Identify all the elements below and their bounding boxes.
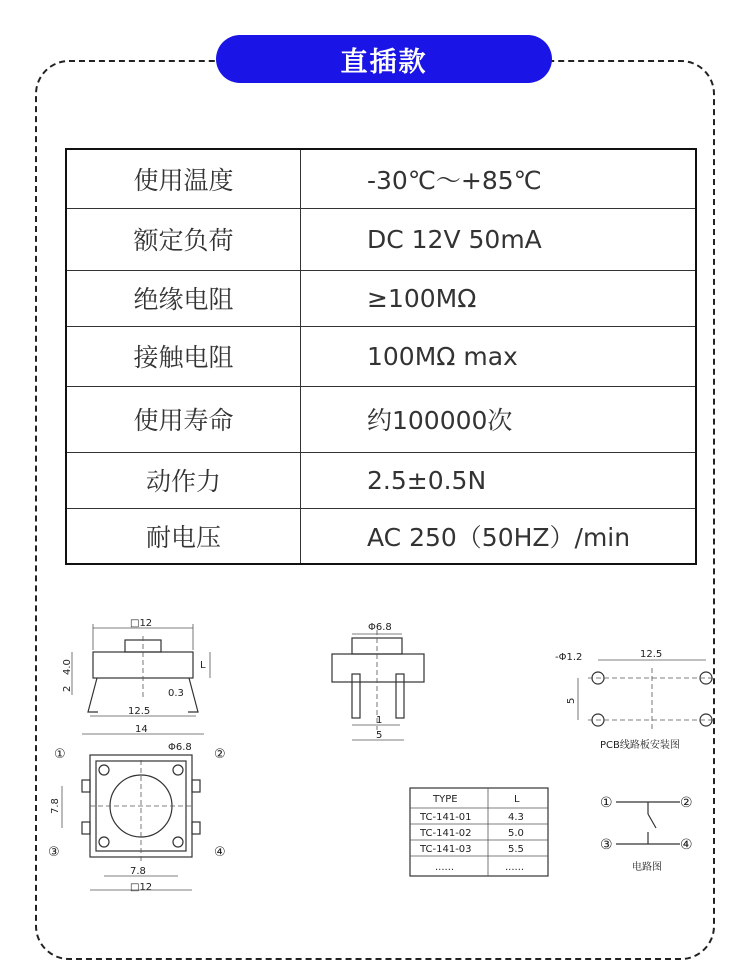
table-row xyxy=(66,326,696,386)
spec-label: 动作力 xyxy=(66,452,301,508)
spec-value: 100MΩ max xyxy=(301,326,697,386)
top-view-drawing xyxy=(48,742,226,893)
technical-drawings xyxy=(0,600,750,930)
spec-label: 绝缘电阻 xyxy=(66,270,301,326)
spec-label: 接触电阻 xyxy=(66,326,301,386)
spec-value: 2.5±0.5N xyxy=(301,452,697,508)
type-cell: TC-141-02 xyxy=(420,828,472,839)
table-row xyxy=(66,386,696,452)
dim-text: 12.5 xyxy=(128,706,151,717)
pcb-layout-drawing xyxy=(555,649,716,751)
dim-text: 1 xyxy=(376,715,383,726)
dim-text: □12 xyxy=(130,882,153,893)
spec-value: DC 12V 50mA xyxy=(301,208,697,270)
spec-label: 耐电压 xyxy=(66,508,301,564)
dim-text: 2 xyxy=(62,685,73,692)
dim-text: 7.8 xyxy=(50,798,61,814)
type-table xyxy=(410,788,548,876)
table-row xyxy=(66,149,696,208)
dim-text: □12 xyxy=(130,618,153,629)
type-cell: 5.0 xyxy=(508,828,524,839)
table-row xyxy=(66,208,696,270)
spec-value: AC 250（50HZ）/min xyxy=(301,508,697,564)
drawing-svg xyxy=(0,600,750,930)
pin-label: ② xyxy=(214,747,226,762)
pin-label: ① xyxy=(600,795,613,811)
type-cell: TC-141-01 xyxy=(420,812,472,823)
circuit-drawing xyxy=(600,795,693,873)
dim-text: 5 xyxy=(566,697,577,704)
type-cell: 5.5 xyxy=(508,844,524,855)
dim-text: 5 xyxy=(376,730,383,741)
dim-text: 0.3 xyxy=(168,688,184,699)
pin-label: ② xyxy=(680,795,693,811)
type-cell: TC-141-03 xyxy=(420,844,472,855)
pin-label: ④ xyxy=(680,837,693,853)
type-header: TYPE xyxy=(433,794,458,805)
dim-text: Φ6.8 xyxy=(368,622,392,633)
table-row xyxy=(66,508,696,564)
table-row xyxy=(66,452,696,508)
circuit-caption: 电路图 xyxy=(632,862,662,873)
spec-value: 约100000次 xyxy=(301,386,697,452)
spec-label: 使用寿命 xyxy=(66,386,301,452)
type-cell: ...... xyxy=(505,862,525,873)
type-cell: 4.3 xyxy=(508,812,524,823)
dim-text: -Φ1.2 xyxy=(555,652,583,663)
pin-label: ④ xyxy=(214,845,226,860)
dim-text: 4.0 xyxy=(62,659,73,675)
spec-table xyxy=(65,148,697,565)
spec-label: 额定负荷 xyxy=(66,208,301,270)
pcb-caption: PCB线路板安装图 xyxy=(600,740,680,751)
side-view-drawing xyxy=(62,618,210,735)
dim-text: 12.5 xyxy=(640,649,663,660)
spec-label: 使用温度 xyxy=(66,149,301,208)
spec-value: ≥100MΩ xyxy=(301,270,697,326)
pin-label: ① xyxy=(54,747,66,762)
front-view-drawing xyxy=(332,622,424,741)
dim-text: L xyxy=(200,660,206,671)
table-row xyxy=(66,270,696,326)
dim-text: Φ6.8 xyxy=(168,742,192,753)
section-title: 直插款 xyxy=(216,35,552,83)
spec-value: -30℃～+85℃ xyxy=(301,149,697,208)
pin-label: ③ xyxy=(48,845,60,860)
dim-text: 7.8 xyxy=(130,866,146,877)
dim-text: 14 xyxy=(135,724,148,735)
pin-label: ③ xyxy=(600,837,613,853)
type-header: L xyxy=(514,794,520,805)
type-cell: ...... xyxy=(435,862,455,873)
